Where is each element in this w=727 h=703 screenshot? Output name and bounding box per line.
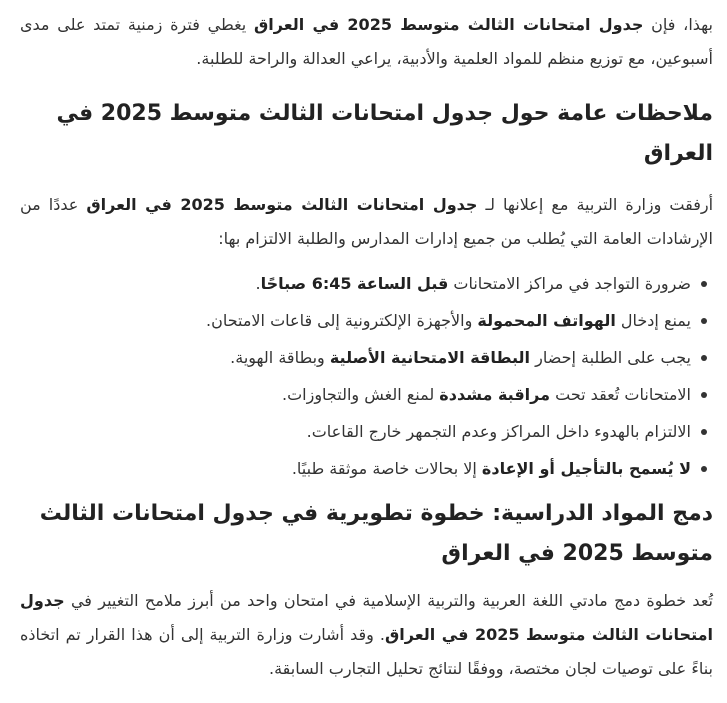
bullet-icon — [701, 466, 707, 472]
intro-text-1: بهذا، فإن — [643, 15, 714, 34]
list-item-bold: لا يُسمح بالتأجيل أو الإعادة — [481, 459, 691, 478]
bullet-icon — [701, 355, 707, 361]
list-item — [20, 420, 691, 443]
bullet-icon — [701, 318, 707, 324]
list-item-text: ضرورة التواجد في مراكز الامتحانات — [448, 274, 691, 293]
merge-bold-schedule: جدول امتحانات الثالث متوسط 2025 في العراق — [20, 591, 713, 644]
list-item-text: يجب على الطلبة إحضار — [530, 348, 691, 367]
list-item-text: وبطاقة الهوية. — [230, 348, 330, 367]
merge-text-2: . وقد أشارت وزارة التربية إلى أن هذا القرار تم اتخاذه بناءً على توصيات لجان مختصة، ووفقًا لنتائج تحليل التجارب السابقة. — [20, 625, 713, 678]
list-item-text: الالتزام بالهدوء داخل المراكز وعدم التجمهر خارج القاعات. — [306, 422, 691, 441]
intro-bold-schedule: جدول امتحانات الثالث متوسط 2025 في العراق — [254, 15, 644, 34]
intro-paragraph — [20, 8, 713, 76]
rules-list — [20, 272, 713, 480]
list-item-bold: البطاقة الامتحانية الأصلية — [329, 348, 531, 367]
notes-bold-schedule: جدول امتحانات الثالث متوسط 2025 في العراق — [86, 195, 478, 214]
list-item-text: . — [255, 274, 261, 293]
notes-text-1: أرفقت وزارة التربية مع إعلانها لـ — [477, 195, 714, 214]
merge-paragraph — [20, 584, 713, 686]
notes-heading: ملاحظات عامة حول جدول امتحانات الثالث متوسط 2025 في العراق — [56, 101, 713, 166]
merge-heading: دمج المواد الدراسية: خطوة تطويرية في جدول امتحانات الثالث متوسط 2025 في العراق — [39, 501, 713, 566]
bullet-icon — [701, 429, 707, 435]
merge-text-1: تُعد خطوة دمج مادتي اللغة العربية والتربية الإسلامية في امتحان واحد من أبرز ملامح التغيير في — [64, 591, 713, 610]
list-item — [20, 457, 691, 480]
list-item-text: لمنع الغش والتجاوزات. — [282, 385, 440, 404]
list-item — [20, 272, 691, 295]
bullet-icon — [701, 281, 707, 287]
list-item-text: يمنع إدخال — [615, 311, 691, 330]
notes-text-2: عددًا من الإرشادات العامة التي يُطلب من جميع إدارات المدارس والطلبة الالتزام بها: — [20, 195, 713, 248]
list-item — [20, 383, 691, 406]
list-item-bold: مراقبة مشددة — [439, 385, 551, 404]
list-item-bold: قبل الساعة 6:45 صباحًا — [260, 274, 449, 293]
list-item — [20, 309, 691, 332]
list-item-text: إلا بحالات خاصة موثقة طبيًا. — [291, 459, 482, 478]
list-item-text: والأجهزة الإلكترونية إلى قاعات الامتحان. — [205, 311, 478, 330]
list-item-text: الامتحانات تُعقد تحت — [550, 385, 691, 404]
list-item-bold: الهواتف المحمولة — [477, 311, 616, 330]
list-item — [20, 346, 691, 369]
bullet-icon — [701, 392, 707, 398]
intro-text-2: يغطي فترة زمنية تمتد على مدى أسبوعين، مع توزيع منظم للمواد العلمية والأدبية، يراعي العدالة والراحة للطلبة. — [20, 15, 713, 68]
notes-paragraph — [20, 188, 713, 256]
